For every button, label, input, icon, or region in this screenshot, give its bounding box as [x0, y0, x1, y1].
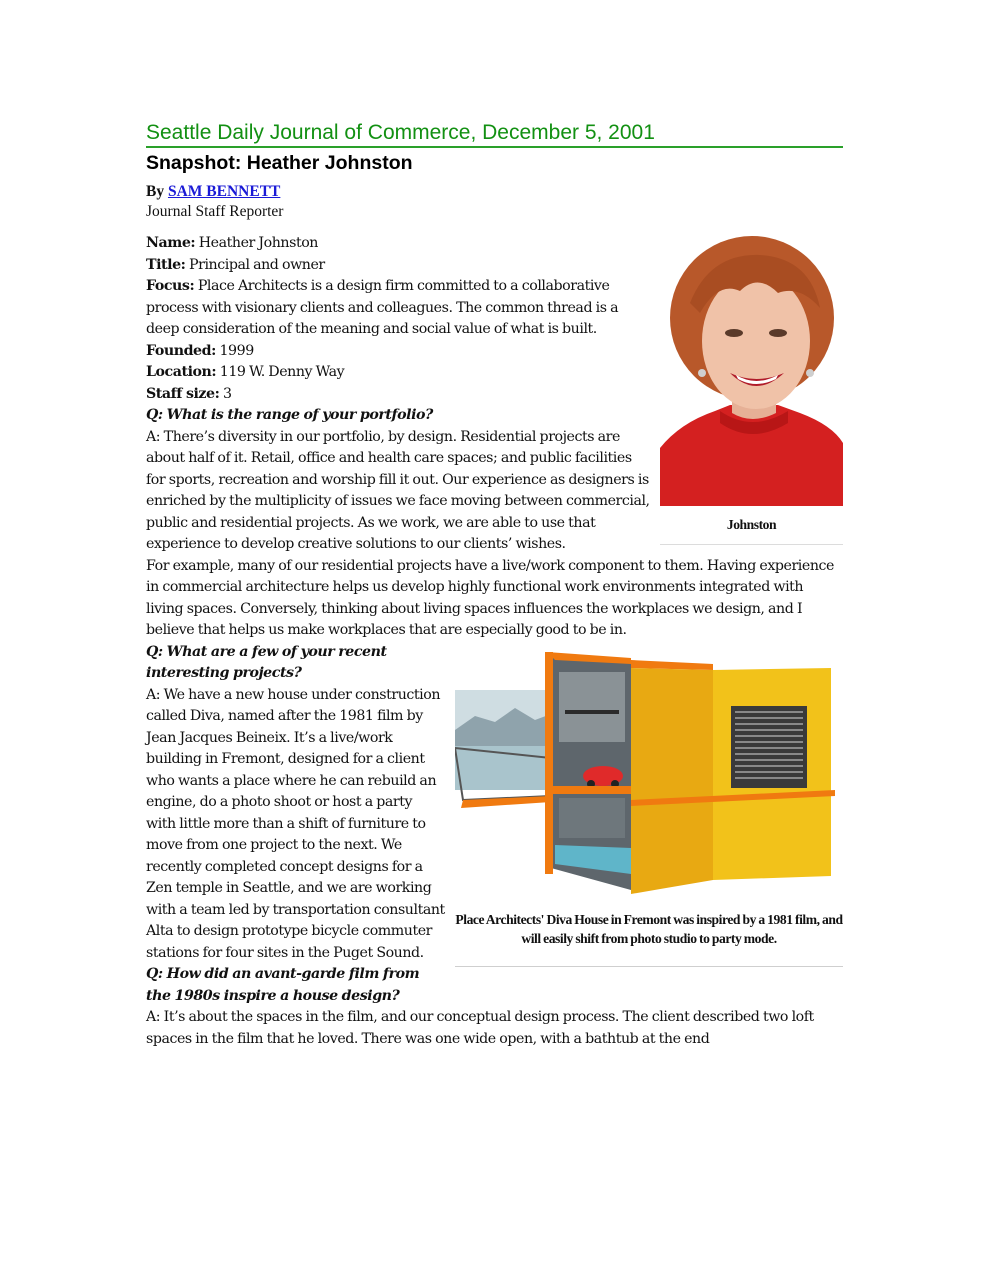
byline [146, 182, 843, 202]
author-role: Journal Staff Reporter [146, 203, 284, 220]
portrait-figure [660, 233, 843, 545]
fact-title-value: Principal and owner [189, 256, 325, 273]
byline-prefix: By [146, 183, 165, 200]
fact-title-label: Title: [146, 256, 186, 273]
fact-name-value: Heather Johnston [198, 235, 318, 251]
question-2: Q: What are a few of your recent interesting projects? [146, 643, 387, 681]
fact-focus-label: Focus: [146, 278, 195, 294]
fact-staff-label: Staff size: [146, 385, 220, 402]
article-body [146, 233, 843, 1050]
fact-focus-value: Place Architects is a design firm committed to a collaborative process with visionary clients and colleagues. The common thread is a deep consideration of the meaning and social value of what is built. [146, 278, 619, 337]
question-1: Q: What is the range of your portfolio? [146, 407, 433, 423]
house-caption: Place Architects' Diva House in Fremont was inspired by a 1981 film, and will easily shift from photo studio to party mode. [455, 911, 843, 946]
portrait-photo [660, 233, 843, 506]
article [146, 120, 843, 1050]
fact-founded-label: Founded: [146, 342, 216, 359]
fact-founded-value: 1999 [219, 342, 254, 359]
answer-3: A: It’s about the spaces in the film, and our conceptual design process. The client described two loft spaces in the film that he loved. There was one wide open, with a bathtub at the end [146, 1009, 814, 1047]
answer-1: A: There’s diversity in our portfolio, by design. Residential projects are about half of it. Retail, office and health care spaces; and public facilities for sports, recreation and worship fill it out. Our experience as designers is enriched by the multiplicity of issues we face moving between commercial, public and residential projects. As we work, we are able to use that experience to develop creative solutions to our clients’ wishes. [146, 428, 650, 552]
answer-1-continued: For example, many of our residential projects have a live/work component to them. Having experience in commercial architecture helps us develop highly functional work environments integrated with living spaces. Conversely, thinking about living spaces influences the workplaces we design, and I believe that helps us make workplaces that are especially good to be in. [146, 557, 834, 638]
fact-location-value: 119 W. Denny Way [219, 364, 345, 380]
author-link[interactable]: SAM BENNETT [167, 183, 281, 200]
fact-name-label: Name: [146, 235, 196, 251]
question-3: Q: How did an avant-garde film from the 1980s inspire a house design? [146, 966, 420, 1004]
fact-staff-value: 3 [222, 385, 232, 402]
answer-2: A: We have a new house under construction called Diva, named after the 1981 film by Jean Jacques Beineix. It’s a live/work building in Fremont, designed for a client who wants a place where he can rebuild an engine, do a photo shoot or host a party with little more than a shift of furniture to move from one project to the next. We recently completed concept designs for a Zen temple in Seattle, and we are working with a team led by transportation consultant Alta to design prototype bicycle commuter stations for four sites in the Puget Sound. [146, 686, 445, 961]
portrait-caption: Johnston [726, 517, 777, 532]
fact-location-label: Location: [146, 364, 217, 380]
headline: Snapshot: Heather Johnston [146, 152, 413, 174]
masthead: Seattle Daily Journal of Commerce, December 5, 2001 [146, 120, 843, 148]
house-figure [455, 650, 843, 967]
diva-house-rendering [455, 650, 843, 902]
